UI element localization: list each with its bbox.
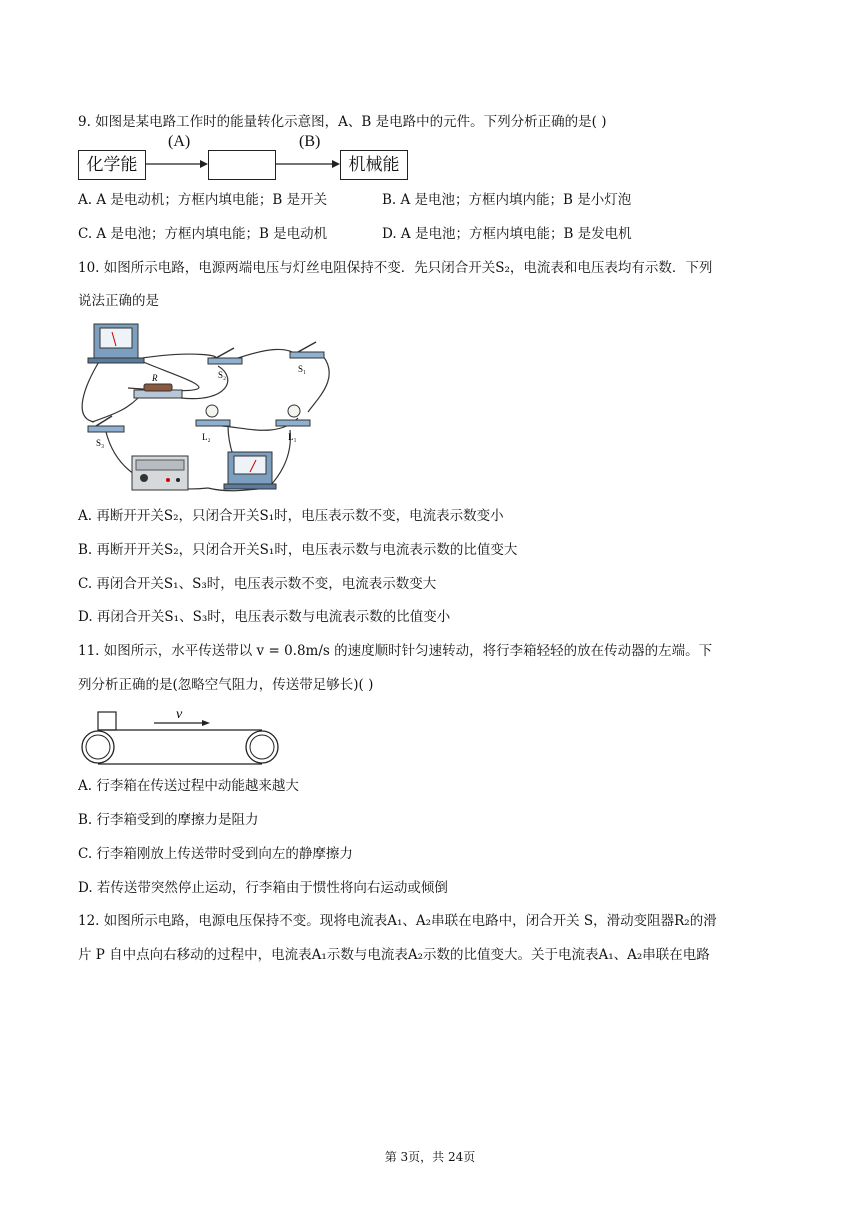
q9-option-a: A. A 是电动机；方框内填电能；B 是开关 (78, 192, 328, 208)
flow-arrow-2 (276, 157, 340, 171)
q10-option-b: B. 再断开开关S₂，只闭合开关S₁时，电压表示数与电流表示数的比值变大 (78, 542, 518, 558)
right-roller (246, 731, 278, 763)
flow-box-mechanical-energy: 机械能 (340, 150, 408, 180)
q9-stem: 9. 如图是某电路工作时的能量转化示意图，A、B 是电路中的元件。下列分析正确的是( ) (78, 114, 607, 130)
flow-box-blank (208, 150, 276, 180)
q9-option-c: C. A 是电池；方框内填电能；B 是电动机 (78, 226, 328, 242)
flow-arrow-label-b: (B) (299, 133, 321, 150)
flow-box-chemical-energy: 化学能 (78, 150, 146, 180)
q10-option-c: C. 再闭合开关S₁、S₃时，电压表示数不变，电流表示数变大 (78, 576, 437, 592)
q11-stem-line2: 列分析正确的是(忽略空气阻力，传送带足够长)( ) (78, 677, 374, 693)
q11-option-c: C. 行李箱刚放上传送带时受到向左的静摩擦力 (78, 846, 353, 862)
flow-arrow-label-a: (A) (168, 133, 191, 150)
left-roller (82, 731, 114, 763)
switch-s2 (216, 348, 234, 358)
velocity-label: v (176, 707, 183, 722)
energy-flow-diagram (78, 133, 418, 185)
label-l2: L₂ (202, 432, 211, 442)
flow-arrow-1 (146, 157, 208, 171)
label-l1: L₁ (288, 432, 297, 442)
lamp-l1 (288, 405, 300, 417)
q10-stem-line1: 10. 如图所示电路，电源两端电压与灯丝电阻保持不变．先只闭合开关S₂，电流表和电压表均有示数．下列 (78, 260, 713, 276)
q11-option-d: D. 若传送带突然停止运动，行李箱由于惯性将向右运动或倾倒 (78, 880, 448, 896)
label-s2: S₂ (218, 370, 227, 380)
switch-s1 (298, 342, 316, 352)
conveyor-belt-figure (78, 704, 284, 768)
label-r: R (152, 373, 158, 383)
q9-option-d: D. A 是电池；方框内填电能；B 是发电机 (382, 226, 632, 242)
velocity-arrow (202, 720, 210, 726)
q10-option-a: A. 再断开开关S₂，只闭合开关S₁时，电压表示数不变，电流表示数变小 (78, 508, 504, 524)
q11-option-a: A. 行李箱在传送过程中动能越来越大 (78, 778, 299, 794)
lamp-l2 (206, 405, 218, 417)
circuit-figure (78, 318, 348, 496)
q11-option-b: B. 行李箱受到的摩擦力是阻力 (78, 812, 259, 828)
q11-stem-line1: 11. 如图所示，水平传送带以 v = 0.8m/s 的速度顺时针匀速转动，将行李箱轻轻的放在传动器的左端。下 (78, 643, 713, 659)
q12-stem-line1: 12. 如图所示电路，电源电压保持不变。现将电流表A₁、A₂串联在电路中，闭合开关 S，滑动变阻器R₂的滑 (78, 913, 717, 929)
luggage-box (98, 712, 116, 730)
q10-stem-line2: 说法正确的是 (78, 293, 159, 309)
resistor-r (144, 384, 172, 391)
q12-stem-line2: 片 P 自中点向右移动的过程中，电流表A₁示数与电流表A₂示数的比值变大。关于电流表A₁、A₂串联在电路 (78, 947, 710, 963)
q9-option-b: B. A 是电池；方框内填内能；B 是小灯泡 (382, 192, 632, 208)
label-s1: S₁ (298, 364, 307, 374)
page-footer: 第 3页，共 24页 (384, 1150, 476, 1164)
label-s3: S₃ (96, 438, 105, 448)
q10-option-d: D. 再闭合开关S₁、S₃时，电压表示数与电流表示数的比值变小 (78, 609, 451, 625)
